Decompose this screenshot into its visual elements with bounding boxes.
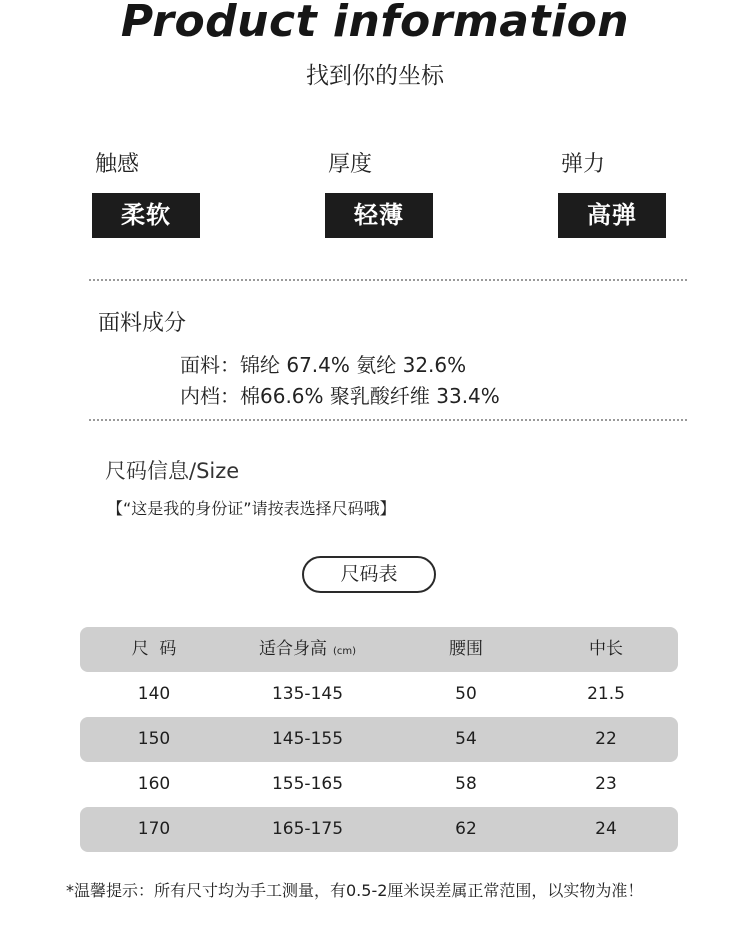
property-badge-feel: 柔软 <box>92 193 200 238</box>
property-label-feel: 触感 <box>95 152 140 177</box>
footnote: *温馨提示：所有尺寸均为手工测量，有0.5-2厘米误差属正常范围，以实物为准！ <box>66 881 644 900</box>
header-height-unit: (cm) <box>332 646 357 657</box>
cell-size: 160 <box>137 774 171 794</box>
property-label-thickness: 厚度 <box>328 152 373 177</box>
cell-size: 150 <box>137 729 171 749</box>
property-label-elasticity: 弹力 <box>561 152 606 177</box>
cell-waist: 50 <box>455 684 477 704</box>
cell-length: 23 <box>595 774 617 794</box>
size-info-hint: 【“这是我的身份证”请按表选择尺码哦】 <box>107 499 396 518</box>
size-table <box>80 627 678 852</box>
header-height <box>235 627 380 672</box>
page-title: Product information <box>120 0 630 47</box>
cell-height: 165-175 <box>271 819 344 839</box>
cell-size: 140 <box>137 684 171 704</box>
table-row <box>80 762 678 807</box>
cell-waist: 62 <box>455 819 477 839</box>
cell-length: 24 <box>595 819 617 839</box>
table-row <box>80 717 678 762</box>
cell-size: 170 <box>137 819 171 839</box>
fabric-line-outer: 面料：锦纶 67.4% 氨纶 32.6% <box>180 353 467 377</box>
cell-height: 135-145 <box>271 684 344 704</box>
table-row <box>80 807 678 852</box>
size-info-title: 尺码信息/Size <box>105 459 240 483</box>
fabric-line-lining: 内档：棉66.6% 聚乳酸纤维 33.4% <box>180 384 500 408</box>
cell-height: 145-155 <box>271 729 344 749</box>
divider <box>89 279 687 281</box>
cell-waist: 54 <box>455 729 477 749</box>
property-badge-thickness: 轻薄 <box>325 193 433 238</box>
header-waist: 腰围 <box>449 639 483 659</box>
size-table-pill: 尺码表 <box>302 556 436 593</box>
table-header-row <box>80 627 678 672</box>
property-badge-elasticity: 高弹 <box>558 193 666 238</box>
header-length: 中长 <box>589 639 623 659</box>
header-height-label: 适合身高 <box>258 639 327 659</box>
header-size: 尺 码 <box>131 639 177 659</box>
cell-waist: 58 <box>455 774 477 794</box>
page-subtitle: 找到你的坐标 <box>306 63 444 89</box>
table-row <box>80 672 678 717</box>
divider <box>89 419 687 421</box>
cell-length: 21.5 <box>587 684 625 704</box>
cell-height: 155-165 <box>271 774 344 794</box>
fabric-title: 面料成分 <box>98 311 187 336</box>
cell-length: 22 <box>595 729 617 749</box>
